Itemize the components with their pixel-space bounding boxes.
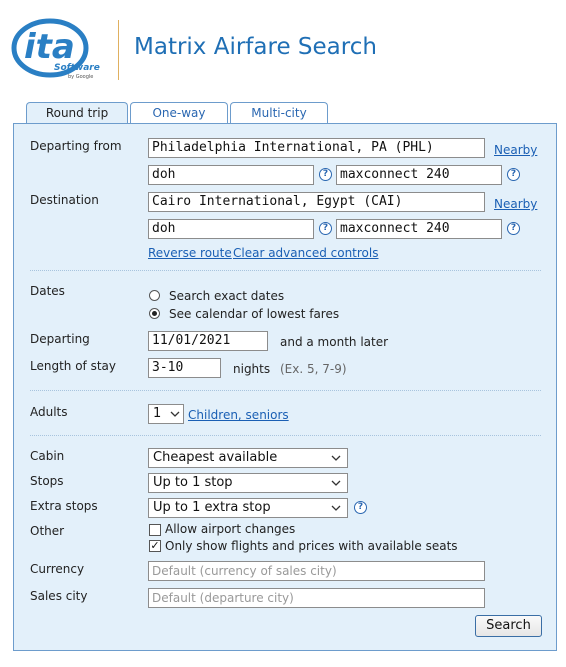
cabin-select[interactable] (148, 448, 348, 468)
other-label: Other (30, 524, 65, 538)
origin-extension-input[interactable]: maxconnect 240 (336, 165, 502, 185)
chevron-down-icon (170, 409, 180, 419)
clear-advanced-link[interactable]: Clear advanced controls (233, 246, 379, 260)
logo-by: by Google (68, 74, 94, 80)
stops-value: Up to 1 stop (153, 475, 233, 490)
stay-hint: (Ex. 5, 7-9) (280, 362, 347, 376)
exact-dates-radio[interactable] (149, 290, 160, 301)
adults-value: 1 (153, 406, 162, 421)
section-divider (30, 270, 541, 271)
search-form-panel (13, 123, 557, 651)
extra-stops-select[interactable] (148, 498, 348, 518)
origin-routing-input[interactable]: doh (148, 165, 314, 185)
reverse-route-link[interactable]: Reverse route (148, 246, 232, 260)
tab-multi-city[interactable]: Multi-city (230, 102, 328, 123)
page-title: Matrix Airfare Search (134, 34, 377, 60)
exact-dates-label: Search exact dates (169, 289, 285, 303)
adults-label: Adults (30, 405, 68, 419)
cabin-label: Cabin (30, 449, 65, 463)
extra-stops-help-icon[interactable]: ? (354, 501, 367, 514)
available-seats-label: Only show flights and prices with available seats (165, 539, 458, 553)
cabin-value: Cheapest available (153, 450, 278, 465)
currency-label: Currency (30, 562, 85, 576)
sales-city-input[interactable]: Default (departure city) (148, 588, 485, 608)
extension-help-icon[interactable]: ? (507, 222, 520, 235)
airport-changes-label: Allow airport changes (165, 522, 296, 536)
chevron-down-icon (331, 453, 341, 463)
currency-input[interactable]: Default (currency of sales city) (148, 561, 485, 581)
departing-date-label: Departing (30, 332, 90, 346)
logo-text: ita (24, 27, 75, 67)
ita-software-logo (10, 16, 106, 80)
logo-sub: Software (54, 63, 100, 73)
extension-help-icon[interactable]: ? (507, 168, 520, 181)
routing-help-icon[interactable]: ? (319, 222, 332, 235)
extra-stops-value: Up to 1 extra stop (153, 500, 271, 515)
children-seniors-link[interactable]: Children, seniors (188, 408, 289, 422)
destination-label: Destination (30, 193, 99, 207)
stops-label: Stops (30, 474, 64, 488)
available-seats-checkbox[interactable]: ✓ (150, 539, 160, 552)
dates-label: Dates (30, 284, 65, 298)
destination-extension-input[interactable]: maxconnect 240 (336, 219, 502, 239)
adults-select[interactable] (148, 404, 184, 424)
month-later-text: and a month later (280, 335, 389, 349)
extra-stops-label: Extra stops (30, 499, 98, 513)
stops-select[interactable] (148, 473, 348, 493)
departing-date-input[interactable]: 11/01/2021 (148, 331, 268, 351)
length-of-stay-label: Length of stay (30, 359, 116, 373)
origin-nearby-link[interactable]: Nearby (494, 143, 538, 157)
calendar-fares-radio[interactable] (149, 308, 160, 319)
departing-from-label: Departing from (30, 139, 122, 153)
destination-input[interactable]: Cairo International, Egypt (CAI) (148, 192, 485, 212)
section-divider (30, 435, 541, 436)
chevron-down-icon (331, 503, 341, 513)
header-divider (118, 20, 119, 80)
airport-changes-checkbox[interactable] (149, 524, 161, 536)
chevron-down-icon (331, 478, 341, 488)
destination-routing-input[interactable]: doh (148, 219, 314, 239)
routing-help-icon[interactable]: ? (319, 168, 332, 181)
nights-label: nights (233, 362, 271, 376)
calendar-fares-label: See calendar of lowest fares (169, 307, 340, 321)
tab-round-trip[interactable]: Round trip (26, 102, 128, 124)
sales-city-label: Sales city (30, 589, 88, 603)
destination-nearby-link[interactable]: Nearby (494, 197, 538, 211)
tab-one-way[interactable]: One-way (130, 102, 228, 123)
origin-input[interactable]: Philadelphia International, PA (PHL) (148, 138, 485, 158)
length-of-stay-input[interactable]: 3-10 (148, 358, 221, 378)
section-divider (30, 390, 541, 391)
search-button[interactable]: Search (475, 615, 542, 637)
